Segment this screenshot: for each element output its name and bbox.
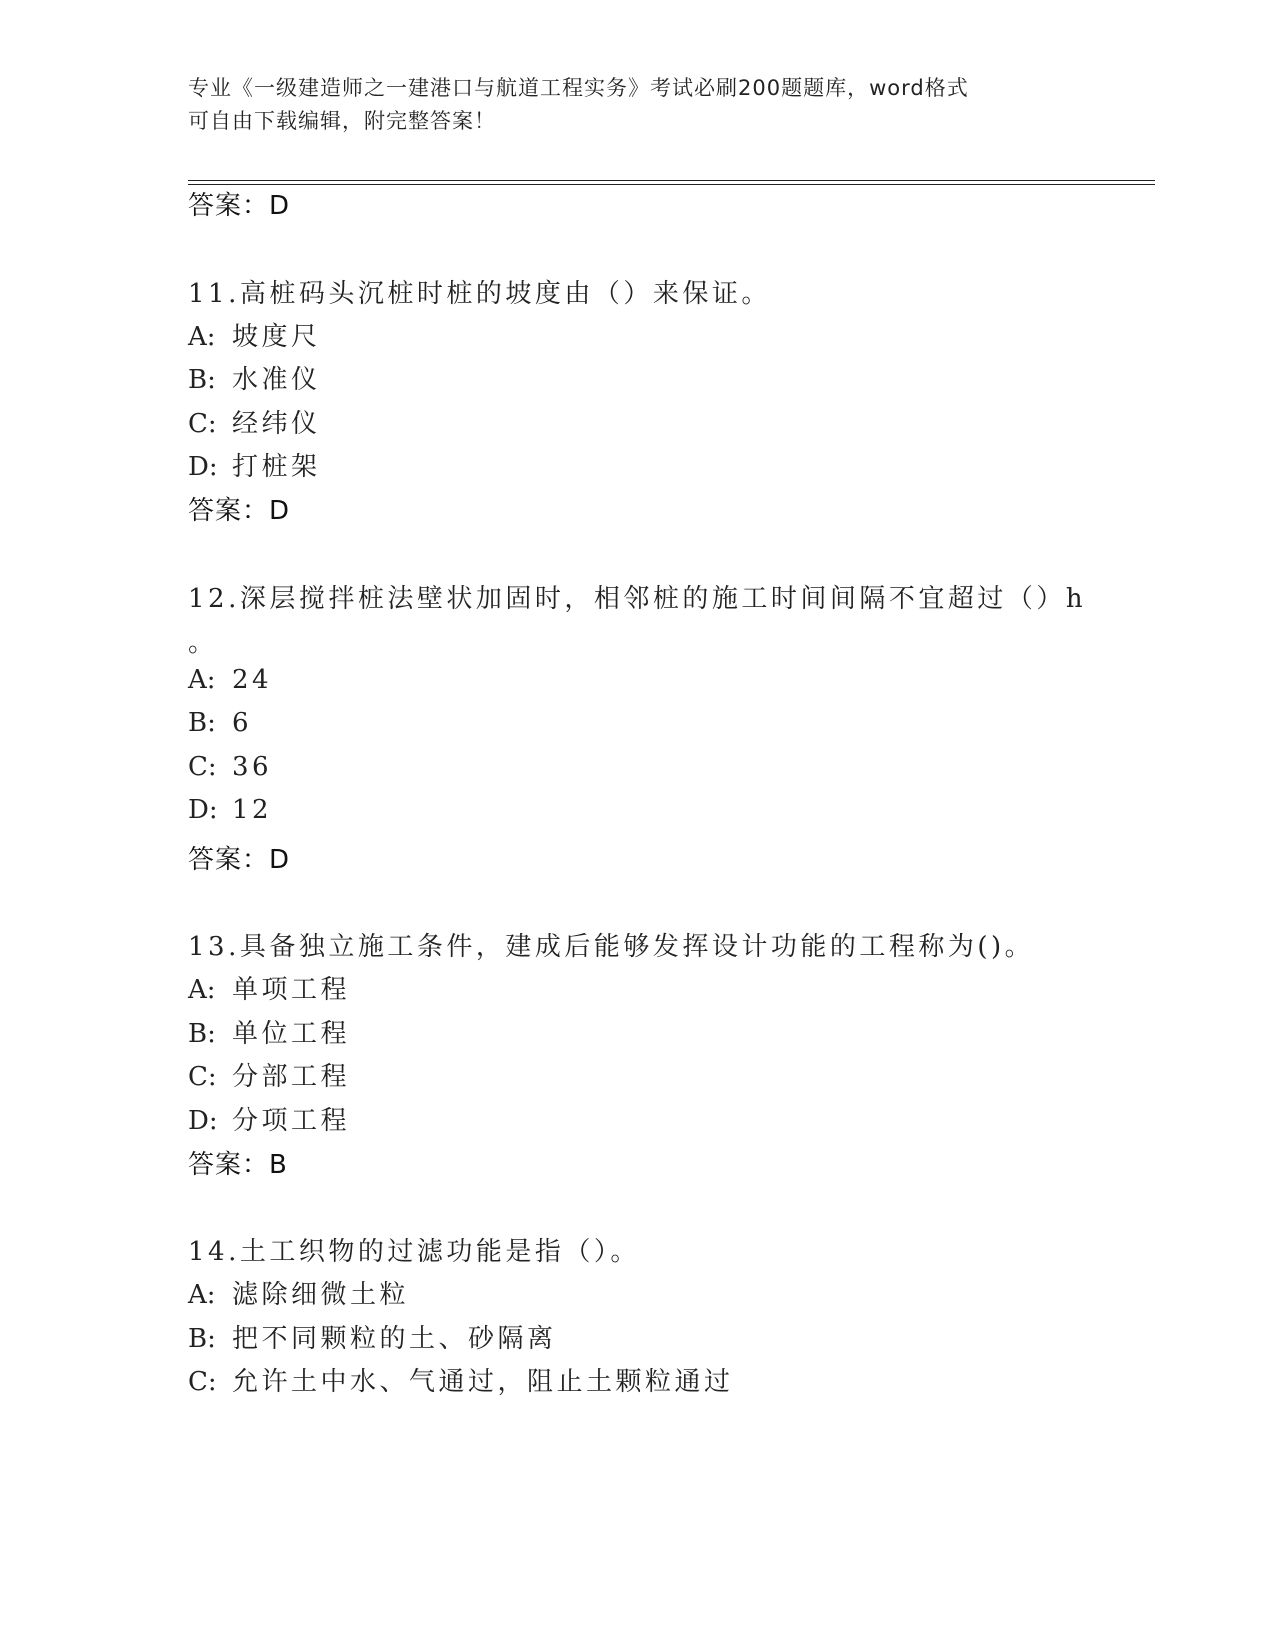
question-14-option-b <box>188 1318 557 1355</box>
option-label: B: <box>188 365 216 395</box>
option-text: 分项工程 <box>232 1106 351 1136</box>
option-text: 坡度尺 <box>232 322 321 352</box>
option-text: 打桩架 <box>232 452 321 482</box>
option-label: C: <box>188 1367 217 1397</box>
question-13-option-d <box>188 1100 350 1137</box>
question-12-stem: 12.深层搅拌桩法壁状加固时，相邻桩的施工时间间隔不宜超过（）h <box>188 584 1087 614</box>
question-12-answer: 答案：D <box>188 845 291 875</box>
option-label: D: <box>188 795 218 825</box>
option-label: B: <box>188 1019 216 1049</box>
option-label: C: <box>188 409 217 439</box>
question-11-option-a <box>188 316 321 353</box>
question-12-option-b <box>188 708 252 738</box>
question-14-stem: 14.土工织物的过滤功能是指（）。 <box>188 1237 640 1267</box>
question-12-option-d <box>188 795 272 825</box>
option-label: D: <box>188 1106 218 1136</box>
question-11-answer: 答案：D <box>188 496 291 526</box>
option-text: 12 <box>232 795 273 825</box>
option-text: 36 <box>232 752 273 782</box>
question-14-option-a <box>188 1274 409 1311</box>
option-label: B: <box>188 1324 216 1354</box>
question-13-option-a <box>188 969 350 1006</box>
question-12-option-a <box>188 665 272 695</box>
option-label: A: <box>188 1280 216 1310</box>
question-11-option-d <box>188 446 321 483</box>
option-label: A: <box>188 665 216 695</box>
option-text: 允许土中水、气通过，阻止土颗粒通过 <box>232 1367 734 1397</box>
question-13-stem: 13.具备独立施工条件，建成后能够发挥设计功能的工程称为()。 <box>188 932 1035 962</box>
header-line-1: 专业《一级建造师之一建港口与航道工程实务》考试必刷200题题库，word格式 <box>188 76 969 100</box>
question-12-stem-continuation: 。 <box>188 628 215 658</box>
option-text: 把不同颗粒的土、砂隔离 <box>232 1324 557 1354</box>
previous-answer: 答案：D <box>188 191 291 221</box>
question-14-option-c <box>188 1361 734 1398</box>
option-label: C: <box>188 1062 217 1092</box>
option-text: 单项工程 <box>232 975 351 1005</box>
option-text: 经纬仪 <box>232 409 321 439</box>
question-11-option-c <box>188 403 321 440</box>
option-text: 分部工程 <box>232 1062 351 1092</box>
question-13-answer: 答案：B <box>188 1150 288 1180</box>
question-12-option-c <box>188 752 272 782</box>
document-header <box>188 72 1088 138</box>
option-text: 6 <box>232 708 253 738</box>
option-text: 滤除细微土粒 <box>232 1280 410 1310</box>
option-label: B: <box>188 708 216 738</box>
option-label: A: <box>188 975 216 1005</box>
question-11-stem: 11.高桩码头沉桩时桩的坡度由（）来保证。 <box>188 279 771 309</box>
question-13-option-c <box>188 1056 350 1093</box>
header-divider-bottom <box>188 184 1155 185</box>
option-text: 24 <box>232 665 273 695</box>
option-label: D: <box>188 452 218 482</box>
question-13-option-b <box>188 1013 350 1050</box>
option-label: C: <box>188 752 217 782</box>
header-divider-top <box>188 180 1155 181</box>
header-line-2: 可自由下载编辑，附完整答案！ <box>188 109 496 133</box>
option-label: A: <box>188 322 216 352</box>
option-text: 单位工程 <box>232 1019 351 1049</box>
question-11-option-b <box>188 359 321 396</box>
option-text: 水准仪 <box>232 365 321 395</box>
